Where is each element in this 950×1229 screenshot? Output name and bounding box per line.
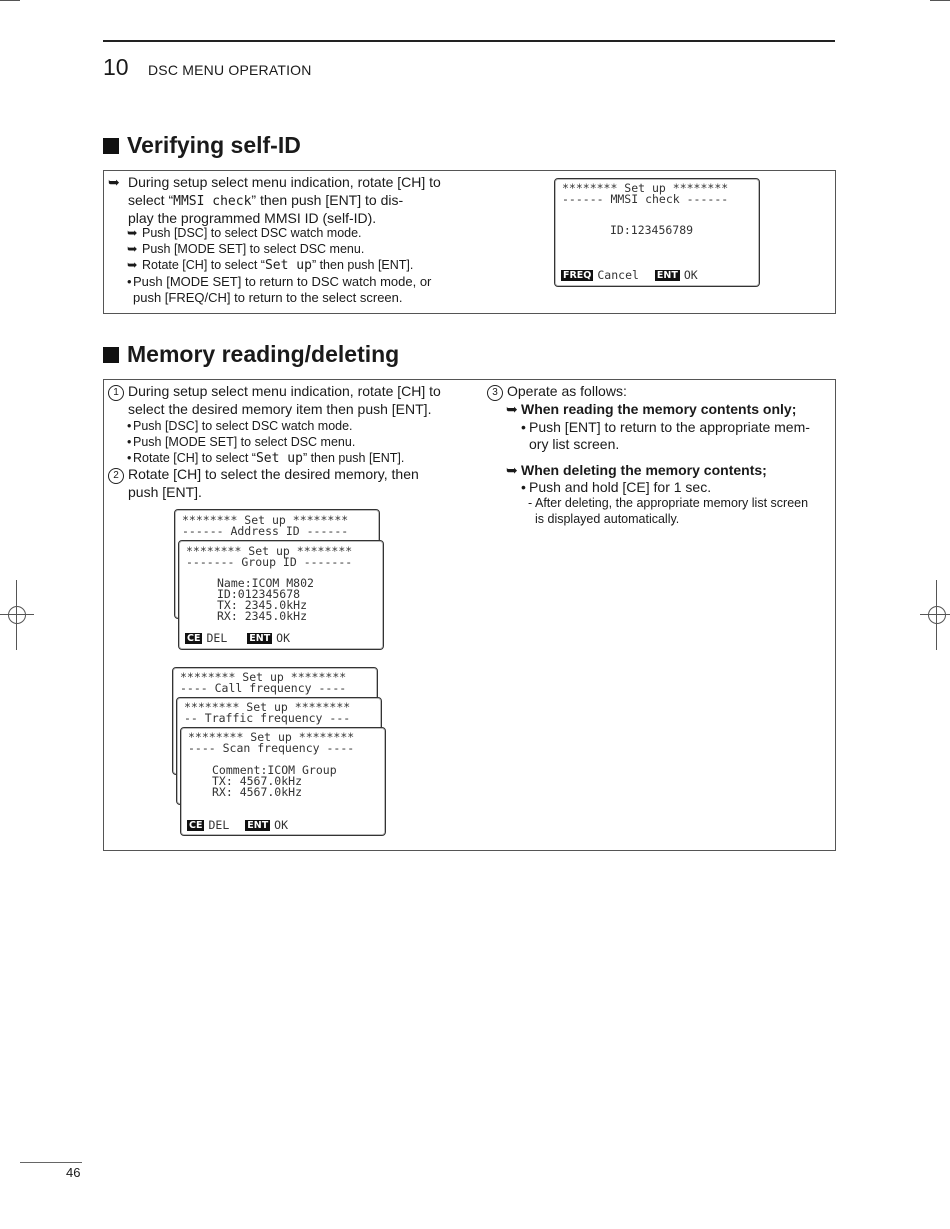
lcd-address-id: ******** Set up ******** ------ Address ID ------ xyxy=(174,509,380,619)
arrow-icon: ➥ xyxy=(127,258,138,272)
step-number-3: 3 xyxy=(487,385,503,401)
arrow-icon: ➥ xyxy=(127,226,138,240)
header-rule xyxy=(103,40,835,42)
chapter-number: 10 xyxy=(103,54,129,80)
section1-steps: ➥ Push [DSC] to select DSC watch mode. ➥ Push [MODE SET] to select DSC menu. ➥ Rotate [CH] to select “Set up” then push [ENT]. •Push [MODE SET] to return to DSC watch mode, or push [FREQ/CH] to return to the select screen. xyxy=(127,226,432,305)
deleting-heading: When deleting the memory contents; xyxy=(521,461,767,478)
square-bullet-icon xyxy=(103,138,119,154)
arrow-icon: ➥ xyxy=(506,401,518,417)
freq-key-icon: FREQ xyxy=(563,269,592,281)
footer-rule xyxy=(20,1162,82,1163)
step-number-2: 2 xyxy=(108,468,124,484)
crop-mark xyxy=(0,0,20,1)
ent-key-icon: ENT xyxy=(249,632,271,644)
step1: 1 During setup select menu indication, rotate [CH] to select the desired memory item then push [ENT]. xyxy=(108,383,458,419)
crop-mark xyxy=(930,0,950,1)
ent-key-icon: ENT xyxy=(656,269,678,281)
page-number: 46 xyxy=(66,1165,81,1180)
arrow-icon: ➥ xyxy=(127,242,138,256)
step-number-1: 1 xyxy=(108,385,124,401)
lcd-traffic-frequency: ******** Set up ******** -- Traffic frequency --- xyxy=(176,697,382,805)
square-bullet-icon xyxy=(103,347,119,363)
lcd-group-id: ******** Set up ******** ------- Group ID ------- Name:ICOM M802 ID:012345678 TX: 2345.0kHz RX: 2345.0kHz CE DEL ENT OK xyxy=(178,540,384,650)
arrow-icon: ➥ xyxy=(506,461,518,478)
lcd-call-frequency: ******** Set up ******** ---- Call frequency ---- xyxy=(172,667,378,775)
registration-mark-left xyxy=(0,598,34,632)
ent-key-icon: ENT xyxy=(247,819,269,831)
reading-heading: When reading the memory contents only; xyxy=(521,401,797,417)
step1-bullets: • Push [DSC] to select DSC watch mode. • Push [MODE SET] to select DSC menu. • Rotate [CH] to select “Set up” then push [ENT]. xyxy=(127,419,405,466)
registration-mark-right xyxy=(920,598,950,632)
lcd-mmsi-check: ******** Set up ******** ------ MMSI check ------ ID:123456789 FREQ Cancel ENT OK xyxy=(554,178,760,287)
section-title-memory-reading-deleting: Memory reading/deleting xyxy=(103,341,399,368)
step2: 2 Rotate [CH] to select the desired memory, then push [ENT]. xyxy=(108,466,458,502)
section-title-verifying-self-id: Verifying self-ID xyxy=(103,132,301,159)
deleting-detail: - After deleting, the appropriate memory list screen is displayed automatically. xyxy=(528,496,809,526)
section1-intro: ➥ During setup select menu indication, rotate [CH] to select “MMSI check” then push [ENT] to dis- play the programmed MMSI ID (self-ID). xyxy=(108,174,441,226)
ce-key-icon: CE xyxy=(187,632,201,644)
ce-key-icon: CE xyxy=(189,819,203,831)
lcd-scan-frequency: ******** Set up ******** ---- Scan frequency ---- Comment:ICOM Group TX: 4567.0kHz RX: 4567.0kHz CE DEL ENT OK xyxy=(180,727,386,836)
chapter-title: DSC MENU OPERATION xyxy=(148,62,312,78)
lcd-text-mmsi-check: MMSI check xyxy=(173,193,252,209)
step3: 3 Operate as follows: ➥ When reading the memory contents only; • Push [ENT] to return to the appropriate mem- ory list screen. ➥ When deleting the memory contents; • Push and hold [CE] for 1 sec. xyxy=(487,383,832,497)
arrow-icon: ➥ xyxy=(108,174,120,190)
